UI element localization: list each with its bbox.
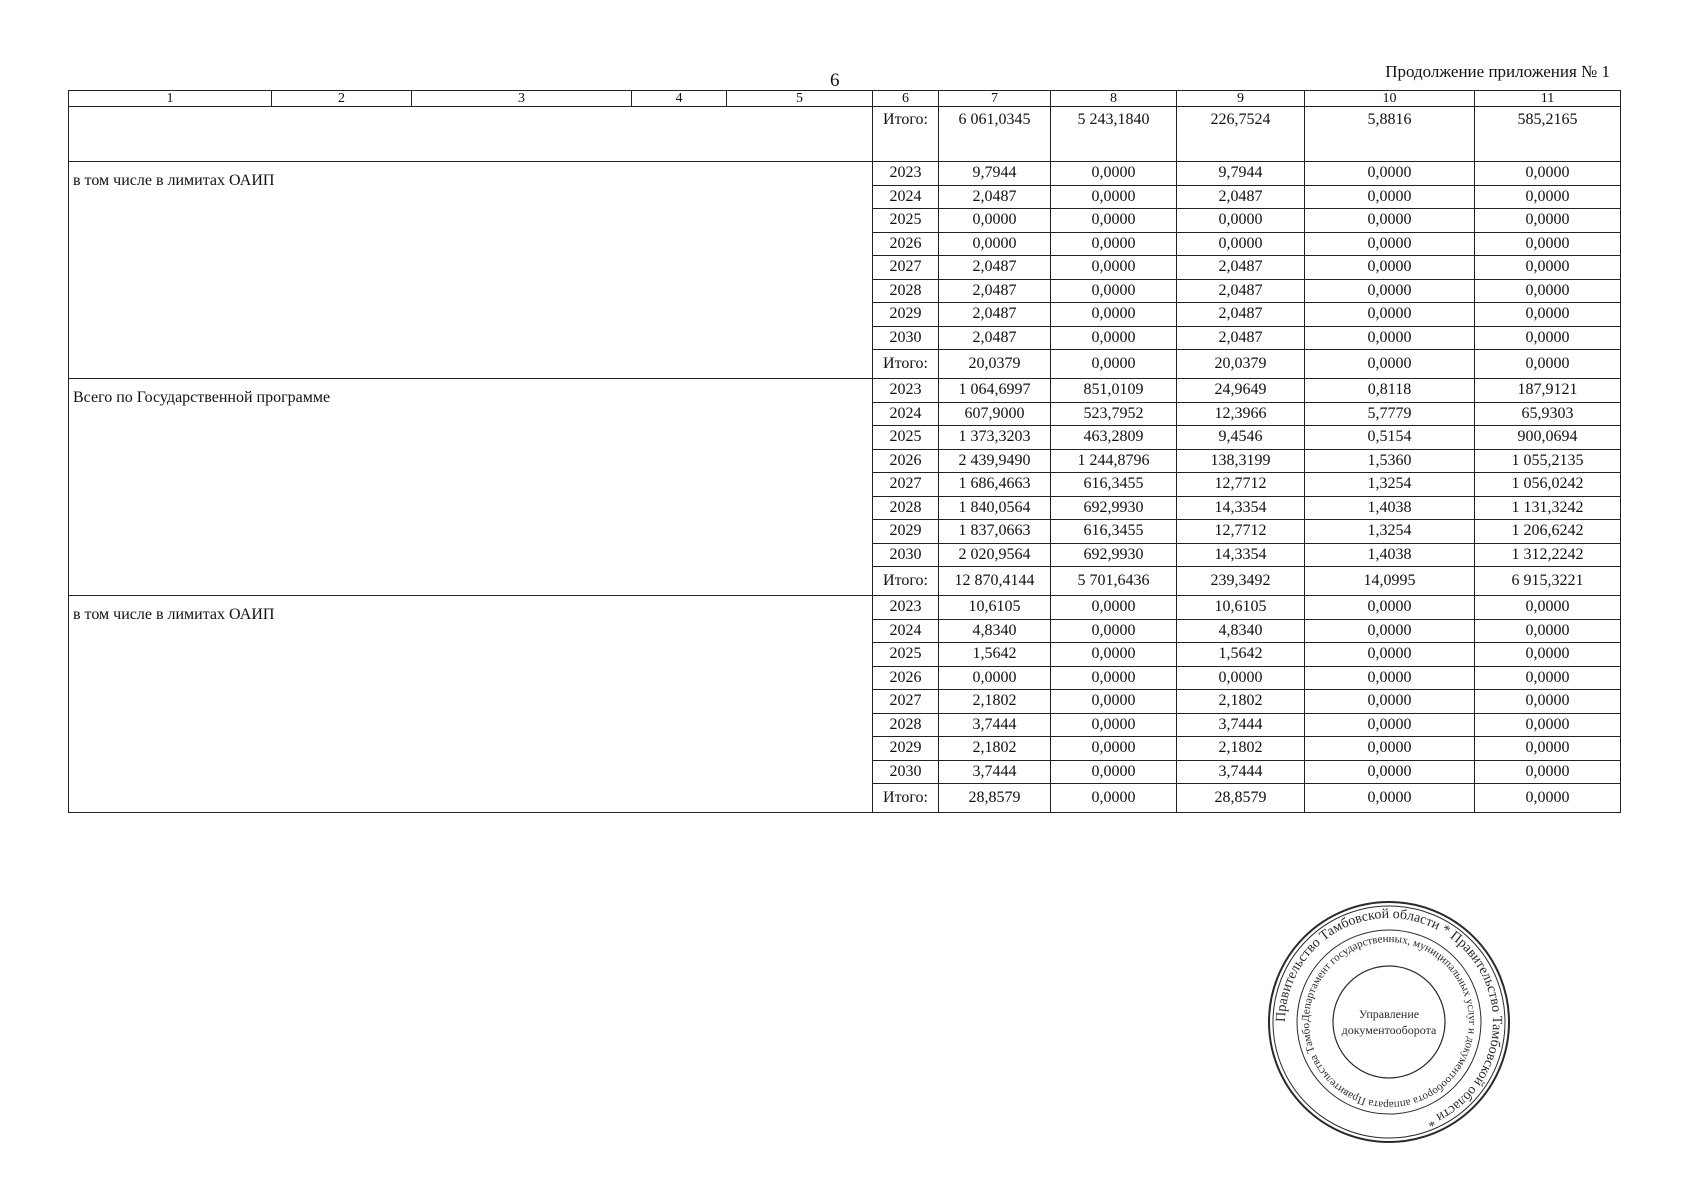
column-number: 3 (412, 91, 632, 107)
value-cell: 0,0000 (1475, 326, 1621, 350)
section-label: Всего по Государственной программе (69, 379, 873, 596)
value-cell: 0,0000 (1475, 737, 1621, 761)
carryover-total-row (69, 107, 1621, 162)
value-cell: 1 206,6242 (1475, 520, 1621, 544)
value-cell: 2,0487 (939, 326, 1051, 350)
value-cell: 0,0000 (1305, 326, 1475, 350)
value-cell: 0,0000 (1051, 619, 1177, 643)
value-cell: 12 870,4144 (939, 567, 1051, 596)
column-number-row (69, 91, 1621, 107)
value-cell: 1 131,3242 (1475, 496, 1621, 520)
value-cell: 138,3199 (1177, 449, 1305, 473)
column-number: 10 (1305, 91, 1475, 107)
year-cell: 2024 (873, 619, 939, 643)
value-cell: 0,0000 (1475, 690, 1621, 714)
value-cell: 0,0000 (1051, 209, 1177, 233)
year-row (69, 596, 1621, 620)
value-cell: 0,0000 (1305, 760, 1475, 784)
total-label: Итого: (873, 107, 939, 162)
value-cell: 1 686,4663 (939, 473, 1051, 497)
value-cell: 3,7444 (1177, 760, 1305, 784)
value-cell: 20,0379 (1177, 350, 1305, 379)
value-cell: 0,0000 (1051, 713, 1177, 737)
page-number: 6 (830, 70, 840, 91)
year-cell: 2027 (873, 256, 939, 280)
value-cell: 2,1802 (939, 690, 1051, 714)
value-cell: 0,0000 (1475, 643, 1621, 667)
value-cell: 2,0487 (939, 256, 1051, 280)
value-cell: 0,0000 (1305, 303, 1475, 327)
value-cell: 1 837,0663 (939, 520, 1051, 544)
value-cell: 463,2809 (1051, 426, 1177, 450)
year-cell: 2027 (873, 690, 939, 714)
year-cell: 2025 (873, 209, 939, 233)
year-cell: 2024 (873, 185, 939, 209)
value-cell: 10,6105 (1177, 596, 1305, 620)
value-cell: 0,0000 (1305, 232, 1475, 256)
value-cell: 0,0000 (1475, 596, 1621, 620)
value-cell: 6 061,0345 (939, 107, 1051, 162)
value-cell: 12,7712 (1177, 520, 1305, 544)
value-cell: 5,7779 (1305, 402, 1475, 426)
value-cell: 2,0487 (1177, 279, 1305, 303)
value-cell: 0,0000 (1051, 643, 1177, 667)
value-cell: 1,5642 (1177, 643, 1305, 667)
value-cell: 0,0000 (1305, 209, 1475, 233)
year-cell: 2028 (873, 713, 939, 737)
value-cell: 1 373,3203 (939, 426, 1051, 450)
value-cell: 0,0000 (1475, 279, 1621, 303)
value-cell: 0,5154 (1305, 426, 1475, 450)
column-number: 11 (1475, 91, 1621, 107)
value-cell: 0,0000 (1305, 713, 1475, 737)
value-cell: 2,0487 (1177, 326, 1305, 350)
column-number: 9 (1177, 91, 1305, 107)
value-cell: 0,0000 (939, 232, 1051, 256)
value-cell: 0,0000 (1051, 303, 1177, 327)
value-cell: 0,0000 (1475, 232, 1621, 256)
value-cell: 692,9930 (1051, 543, 1177, 567)
value-cell: 2 020,9564 (939, 543, 1051, 567)
value-cell: 2,0487 (1177, 256, 1305, 280)
total-label: Итого: (873, 784, 939, 813)
value-cell: 3,7444 (1177, 713, 1305, 737)
value-cell: 24,9649 (1177, 379, 1305, 403)
value-cell: 900,0694 (1475, 426, 1621, 450)
value-cell: 0,0000 (1475, 256, 1621, 280)
value-cell: 0,0000 (1305, 185, 1475, 209)
value-cell: 0,0000 (1051, 162, 1177, 186)
empty-cell (69, 107, 873, 162)
year-cell: 2025 (873, 426, 939, 450)
column-number: 4 (632, 91, 727, 107)
value-cell: 851,0109 (1051, 379, 1177, 403)
budget-table (68, 90, 1621, 813)
value-cell: 2,1802 (1177, 690, 1305, 714)
value-cell: 28,8579 (1177, 784, 1305, 813)
value-cell: 1 312,2242 (1475, 543, 1621, 567)
value-cell: 1 840,0564 (939, 496, 1051, 520)
value-cell: 2,0487 (939, 185, 1051, 209)
value-cell: 0,0000 (1305, 784, 1475, 813)
value-cell: 0,0000 (1051, 326, 1177, 350)
value-cell: 0,0000 (1051, 737, 1177, 761)
value-cell: 2,1802 (1177, 737, 1305, 761)
value-cell: 0,0000 (1475, 619, 1621, 643)
year-cell: 2029 (873, 303, 939, 327)
column-number: 1 (69, 91, 272, 107)
value-cell: 65,9303 (1475, 402, 1621, 426)
value-cell: 0,0000 (1051, 784, 1177, 813)
column-number: 6 (873, 91, 939, 107)
value-cell: 2,1802 (939, 737, 1051, 761)
value-cell: 28,8579 (939, 784, 1051, 813)
year-cell: 2026 (873, 232, 939, 256)
column-number: 8 (1051, 91, 1177, 107)
year-cell: 2029 (873, 737, 939, 761)
value-cell: 0,0000 (1305, 256, 1475, 280)
value-cell: 1,3254 (1305, 520, 1475, 544)
official-seal (1265, 898, 1513, 1146)
value-cell: 4,8340 (1177, 619, 1305, 643)
value-cell: 226,7524 (1177, 107, 1305, 162)
year-cell: 2029 (873, 520, 939, 544)
year-cell: 2023 (873, 162, 939, 186)
seal-center-line2: документооборота (1341, 1023, 1437, 1037)
value-cell: 0,0000 (1305, 619, 1475, 643)
column-number: 2 (272, 91, 412, 107)
value-cell: 0,0000 (939, 209, 1051, 233)
value-cell: 1,5360 (1305, 449, 1475, 473)
value-cell: 0,8118 (1305, 379, 1475, 403)
value-cell: 0,0000 (1475, 784, 1621, 813)
value-cell: 0,0000 (1475, 303, 1621, 327)
value-cell: 0,0000 (1051, 690, 1177, 714)
value-cell: 239,3492 (1177, 567, 1305, 596)
value-cell: 2,0487 (1177, 303, 1305, 327)
value-cell: 2,0487 (939, 279, 1051, 303)
seal-center-line1: Управление (1358, 1007, 1420, 1021)
value-cell: 0,0000 (1475, 666, 1621, 690)
seal-outer-text: Правительство Тамбовской области * Правительство Тамбовской области * (1273, 906, 1505, 1130)
value-cell: 0,0000 (1051, 596, 1177, 620)
value-cell: 0,0000 (1475, 162, 1621, 186)
value-cell: 0,0000 (939, 666, 1051, 690)
value-cell: 0,0000 (1475, 760, 1621, 784)
value-cell: 0,0000 (1177, 666, 1305, 690)
year-cell: 2030 (873, 760, 939, 784)
value-cell: 5,8816 (1305, 107, 1475, 162)
value-cell: 1,3254 (1305, 473, 1475, 497)
value-cell: 9,7944 (939, 162, 1051, 186)
seal-inner-text: Департамент государственных, муниципальных услуг и документооборота аппарата Правительства Тамбо (1299, 932, 1479, 1112)
total-label: Итого: (873, 567, 939, 596)
value-cell: 616,3455 (1051, 520, 1177, 544)
value-cell: 2 439,9490 (939, 449, 1051, 473)
value-cell: 0,0000 (1305, 350, 1475, 379)
value-cell: 0,0000 (1177, 232, 1305, 256)
value-cell: 14,0995 (1305, 567, 1475, 596)
value-cell: 12,3966 (1177, 402, 1305, 426)
value-cell: 20,0379 (939, 350, 1051, 379)
year-cell: 2024 (873, 402, 939, 426)
year-cell: 2025 (873, 643, 939, 667)
year-cell: 2023 (873, 596, 939, 620)
value-cell: 2,0487 (1177, 185, 1305, 209)
year-cell: 2023 (873, 379, 939, 403)
value-cell: 0,0000 (1305, 643, 1475, 667)
value-cell: 0,0000 (1051, 232, 1177, 256)
value-cell: 6 915,3221 (1475, 567, 1621, 596)
section-label: в том числе в лимитах ОАИП (69, 596, 873, 813)
value-cell: 0,0000 (1305, 596, 1475, 620)
value-cell: 0,0000 (1305, 666, 1475, 690)
value-cell: 1 244,8796 (1051, 449, 1177, 473)
value-cell: 0,0000 (1177, 209, 1305, 233)
year-row (69, 379, 1621, 403)
column-number: 5 (727, 91, 873, 107)
value-cell: 1 064,6997 (939, 379, 1051, 403)
value-cell: 0,0000 (1051, 666, 1177, 690)
value-cell: 1,4038 (1305, 496, 1475, 520)
value-cell: 0,0000 (1475, 209, 1621, 233)
value-cell: 14,3354 (1177, 496, 1305, 520)
value-cell: 0,0000 (1051, 760, 1177, 784)
value-cell: 1 056,0242 (1475, 473, 1621, 497)
value-cell: 12,7712 (1177, 473, 1305, 497)
year-cell: 2026 (873, 449, 939, 473)
value-cell: 14,3354 (1177, 543, 1305, 567)
value-cell: 3,7444 (939, 760, 1051, 784)
value-cell: 1,5642 (939, 643, 1051, 667)
value-cell: 0,0000 (1051, 185, 1177, 209)
year-cell: 2028 (873, 496, 939, 520)
value-cell: 0,0000 (1051, 350, 1177, 379)
value-cell: 0,0000 (1475, 350, 1621, 379)
year-row (69, 162, 1621, 186)
year-cell: 2030 (873, 326, 939, 350)
year-cell: 2028 (873, 279, 939, 303)
value-cell: 0,0000 (1051, 279, 1177, 303)
value-cell: 9,4546 (1177, 426, 1305, 450)
value-cell: 0,0000 (1305, 162, 1475, 186)
value-cell: 4,8340 (939, 619, 1051, 643)
value-cell: 0,0000 (1305, 737, 1475, 761)
value-cell: 0,0000 (1475, 713, 1621, 737)
value-cell: 0,0000 (1475, 185, 1621, 209)
year-cell: 2026 (873, 666, 939, 690)
value-cell: 10,6105 (939, 596, 1051, 620)
value-cell: 187,9121 (1475, 379, 1621, 403)
total-label: Итого: (873, 350, 939, 379)
column-number: 7 (939, 91, 1051, 107)
value-cell: 0,0000 (1051, 256, 1177, 280)
value-cell: 616,3455 (1051, 473, 1177, 497)
value-cell: 2,0487 (939, 303, 1051, 327)
value-cell: 0,0000 (1305, 690, 1475, 714)
value-cell: 9,7944 (1177, 162, 1305, 186)
value-cell: 3,7444 (939, 713, 1051, 737)
year-cell: 2030 (873, 543, 939, 567)
value-cell: 5 243,1840 (1051, 107, 1177, 162)
value-cell: 0,0000 (1305, 279, 1475, 303)
value-cell: 692,9930 (1051, 496, 1177, 520)
year-cell: 2027 (873, 473, 939, 497)
appendix-continuation-note: Продолжение приложения № 1 (1385, 62, 1610, 81)
value-cell: 1 055,2135 (1475, 449, 1621, 473)
value-cell: 1,4038 (1305, 543, 1475, 567)
value-cell: 607,9000 (939, 402, 1051, 426)
value-cell: 5 701,6436 (1051, 567, 1177, 596)
section-label: в том числе в лимитах ОАИП (69, 162, 873, 379)
value-cell: 585,2165 (1475, 107, 1621, 162)
value-cell: 523,7952 (1051, 402, 1177, 426)
